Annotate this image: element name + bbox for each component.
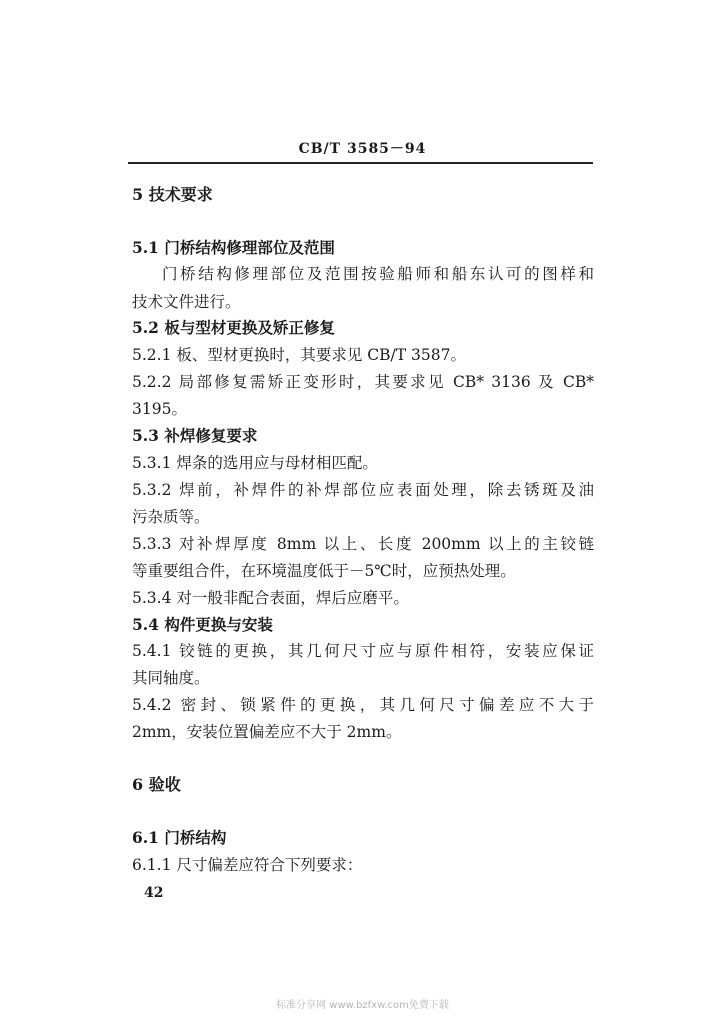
paragraph-line: 污杂质等。: [132, 508, 210, 526]
subsection-heading-5-3: 5.3 补焊修复要求: [132, 426, 258, 445]
subsection-heading-6-1: 6.1 门桥结构: [132, 828, 227, 847]
clause-5-3-4: 5.3.4 对一般非配合表面，焊后应磨平。: [132, 589, 409, 607]
clause-6-1-1: 6.1.1 尺寸偏差应符合下列要求：: [132, 856, 363, 874]
paragraph-line: 技术文件进行。: [132, 293, 241, 311]
subsection-heading-5-2: 5.2 板与型材更换及矫正修复: [132, 318, 335, 337]
subsection-heading-5-1: 5.1 门桥结构修理部位及范围: [132, 238, 335, 257]
clause-5-2-1: 5.2.1 板、型材更换时，其要求见 CB/T 3587。: [132, 346, 466, 364]
clause-5-2-2: 5.2.2 局部修复需矫正变形时，其要求见 CB* 3136 及 CB*: [132, 373, 594, 391]
section-heading-6: 6 验收: [132, 775, 181, 794]
paragraph-line: 3195。: [132, 400, 187, 418]
section-heading-5: 5 技术要求: [132, 185, 213, 204]
watermark: 标准分享网 www.bzfxw.com免费下载: [276, 1000, 449, 1011]
paragraph-line: 2mm，安装位置偏差应不大于 2mm。: [132, 723, 402, 741]
subsection-heading-5-4: 5.4 构件更换与安装: [132, 615, 273, 634]
clause-5-4-2: 5.4.2 密封、锁紧件的更换，其几何尺寸偏差应不大于: [132, 696, 594, 714]
clause-5-3-3: 5.3.3 对补焊厚度 8mm 以上、长度 200mm 以上的主铰链: [132, 535, 594, 553]
header-rule: [128, 162, 593, 164]
standard-header: CB/T 3585－94: [298, 141, 427, 157]
paragraph-line: 等重要组合件，在环境温度低于－5℃时，应预热处理。: [132, 562, 516, 580]
paragraph-line: 门桥结构修理部位及范围按验船师和船东认可的图样和: [162, 265, 594, 283]
clause-5-3-1: 5.3.1 焊条的选用应与母材相匹配。: [132, 454, 378, 472]
clause-5-3-2: 5.3.2 焊前，补焊件的补焊部位应表面处理，除去锈斑及油: [132, 481, 594, 499]
clause-5-4-1: 5.4.1 铰链的更换，其几何尺寸应与原件相符，安装应保证: [132, 642, 594, 660]
paragraph-line: 其同轴度。: [132, 669, 210, 687]
page-number: 42: [144, 885, 164, 901]
